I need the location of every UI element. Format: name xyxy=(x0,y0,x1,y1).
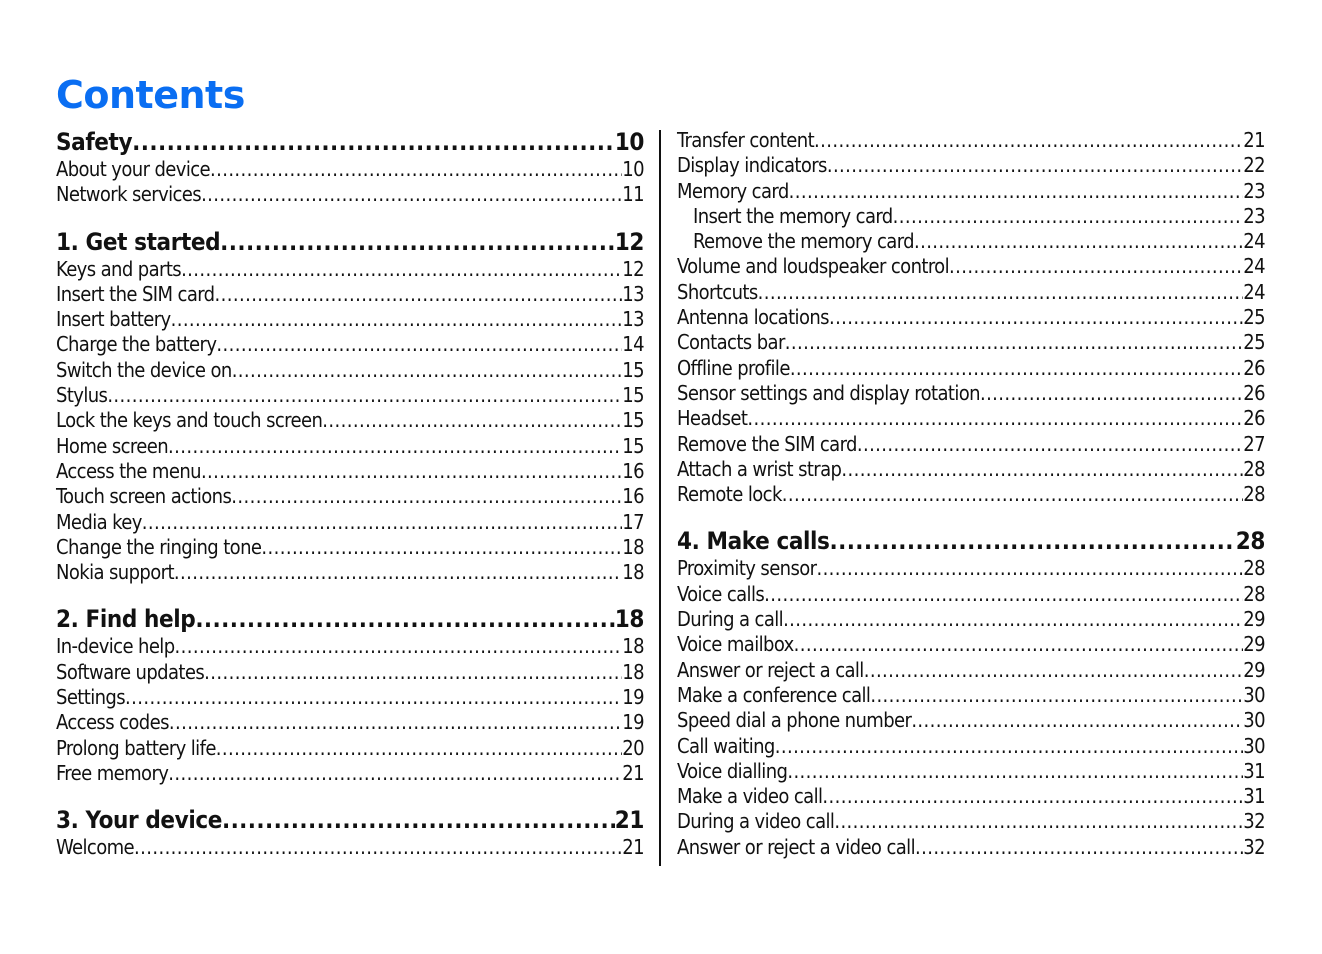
dot-leader xyxy=(980,381,1243,406)
toc-entry[interactable] xyxy=(56,307,644,332)
toc-entry[interactable] xyxy=(677,406,1265,431)
toc-page-number: 16 xyxy=(622,484,644,509)
dot-leader xyxy=(814,128,1243,153)
dot-leader xyxy=(195,605,614,634)
toc-entry[interactable] xyxy=(677,128,1265,153)
toc-entry-title: Nokia support xyxy=(56,560,174,585)
toc-subentry[interactable] xyxy=(677,204,1265,229)
toc-page-number: 11 xyxy=(622,182,644,207)
toc-section-heading[interactable] xyxy=(56,228,644,257)
dot-leader xyxy=(841,457,1243,482)
toc-entry[interactable] xyxy=(677,381,1265,406)
toc-page-number: 10 xyxy=(622,157,644,181)
toc-entry[interactable] xyxy=(56,332,644,357)
toc-entry-title: Sensor settings and display rotation xyxy=(677,380,980,405)
toc-entry[interactable] xyxy=(56,383,644,408)
dot-leader xyxy=(201,182,622,207)
toc-entry[interactable] xyxy=(677,280,1265,305)
toc-entry[interactable] xyxy=(56,634,644,659)
toc-entry-title: Stylus xyxy=(56,383,108,408)
toc-entry-title: Call waiting xyxy=(677,733,775,758)
toc-entry[interactable] xyxy=(677,179,1265,204)
toc-entry-title: Transfer content xyxy=(677,128,815,152)
dot-leader xyxy=(232,358,623,383)
dot-leader xyxy=(169,710,622,735)
toc-entry-title: Keys and parts xyxy=(56,256,182,281)
toc-entry-title: 2. Find help xyxy=(56,605,196,634)
dot-leader xyxy=(787,759,1243,784)
toc-page-number: 25 xyxy=(1243,330,1265,355)
toc-entry-title: Lock the keys and touch screen xyxy=(56,408,323,433)
dot-leader xyxy=(216,332,622,357)
toc-entry-title: Network services xyxy=(56,182,202,207)
toc-entry-title: Make a video call xyxy=(677,784,823,809)
dot-leader xyxy=(785,330,1244,355)
dot-leader xyxy=(132,128,615,157)
toc-entry[interactable] xyxy=(677,432,1265,457)
toc-page-number: 24 xyxy=(1243,279,1265,304)
dot-leader xyxy=(171,307,623,332)
toc-page-number: 20 xyxy=(622,735,644,760)
toc-page-number: 15 xyxy=(622,383,644,408)
toc-entry[interactable] xyxy=(677,582,1265,607)
toc-entry[interactable] xyxy=(56,182,644,207)
toc-page-number: 30 xyxy=(1243,733,1265,758)
toc-page-number: 21 xyxy=(614,806,644,835)
dot-leader xyxy=(857,432,1243,457)
toc-page-number: 26 xyxy=(1243,380,1265,405)
toc-page-number: 18 xyxy=(622,534,644,559)
toc-page-number: 10 xyxy=(614,128,644,156)
toc-entry-title: Voice mailbox xyxy=(677,632,794,657)
column-divider xyxy=(659,130,661,866)
toc-page-number: 29 xyxy=(1243,632,1265,657)
toc-entry[interactable] xyxy=(677,759,1265,784)
dot-leader xyxy=(864,658,1244,683)
dot-leader xyxy=(181,257,622,282)
dot-leader xyxy=(231,484,622,509)
toc-entry[interactable] xyxy=(677,254,1265,279)
toc-entry[interactable] xyxy=(677,607,1265,632)
toc-page-number: 12 xyxy=(622,256,644,281)
toc-page-number: 15 xyxy=(622,433,644,458)
toc-page-number: 28 xyxy=(1243,482,1265,507)
toc-page-number: 31 xyxy=(1243,784,1265,809)
toc-entry[interactable] xyxy=(677,809,1265,834)
toc-entry-title: Volume and loudspeaker control xyxy=(677,254,949,279)
toc-entry-title: Remove the SIM card xyxy=(677,431,857,456)
toc-entry-title: Insert the SIM card xyxy=(56,281,215,306)
dot-leader xyxy=(107,383,622,408)
toc-page-number: 18 xyxy=(622,634,644,659)
dot-leader xyxy=(911,708,1243,733)
dot-leader xyxy=(775,734,1244,759)
toc-entry[interactable] xyxy=(56,459,644,484)
toc-entry[interactable] xyxy=(56,484,644,509)
toc-page-number: 15 xyxy=(622,357,644,382)
toc-page-number: 24 xyxy=(1243,229,1265,254)
toc-entry-title: 3. Your device xyxy=(56,806,222,835)
toc-page-number: 28 xyxy=(1243,581,1265,606)
toc-entry-title: Proximity sensor xyxy=(677,556,817,581)
toc-page-number: 12 xyxy=(614,227,644,256)
toc-entry-title: Insert battery xyxy=(56,307,171,332)
toc-page-number: 28 xyxy=(1243,556,1265,581)
dot-leader xyxy=(829,305,1243,330)
toc-page-number: 29 xyxy=(1243,657,1265,682)
dot-leader xyxy=(175,634,623,659)
toc-page-number: 27 xyxy=(1243,431,1265,456)
toc-page-number: 26 xyxy=(1243,406,1265,431)
page-title: Contents xyxy=(56,73,245,117)
dot-leader xyxy=(215,282,623,307)
toc-entry-title: About your device xyxy=(56,157,210,181)
toc-entry-title: During a call xyxy=(677,607,784,632)
toc-entry-title: Contacts bar xyxy=(677,330,785,355)
dot-leader xyxy=(322,408,622,433)
toc-entry[interactable] xyxy=(56,535,644,560)
dot-leader xyxy=(914,229,1243,254)
toc-entry[interactable] xyxy=(677,734,1265,759)
toc-page-number: 29 xyxy=(1243,607,1265,632)
toc-page-number: 28 xyxy=(1235,527,1265,556)
toc-page-number: 31 xyxy=(1243,758,1265,783)
toc-entry[interactable] xyxy=(56,408,644,433)
toc-entry-title: Touch screen actions xyxy=(56,484,232,509)
toc-entry-title: Memory card xyxy=(677,178,789,203)
toc-entry-title: Welcome xyxy=(56,835,134,860)
toc-page-number: 28 xyxy=(1243,456,1265,481)
dot-leader xyxy=(764,582,1243,607)
dot-leader xyxy=(125,685,622,710)
toc-page-number: 23 xyxy=(1243,178,1265,203)
toc-entry[interactable] xyxy=(56,835,644,860)
toc-entry[interactable] xyxy=(677,457,1265,482)
toc-entry[interactable] xyxy=(56,510,644,535)
toc-entry[interactable] xyxy=(56,710,644,735)
toc-entry[interactable] xyxy=(677,153,1265,178)
toc-page-number: 26 xyxy=(1243,355,1265,380)
toc-entry[interactable] xyxy=(56,282,644,307)
dot-leader xyxy=(222,806,615,835)
toc-entry[interactable] xyxy=(677,632,1265,657)
toc-entry[interactable] xyxy=(677,683,1265,708)
dot-leader xyxy=(915,835,1243,860)
toc-entry-title: Media key xyxy=(56,509,142,534)
toc-entry-title: Answer or reject a call xyxy=(677,657,864,682)
toc-entry-title: Antenna locations xyxy=(677,305,829,330)
toc-entry-title: Safety xyxy=(56,128,133,156)
toc-entry[interactable] xyxy=(56,358,644,383)
toc-section-heading[interactable] xyxy=(56,128,644,157)
dot-leader xyxy=(783,607,1243,632)
dot-leader xyxy=(827,153,1243,178)
toc-page-number: 21 xyxy=(1243,128,1265,152)
toc-entry[interactable] xyxy=(677,708,1265,733)
toc-entry-title: Attach a wrist strap xyxy=(677,456,842,481)
toc-entry-title: Shortcuts xyxy=(677,279,758,304)
toc-entry-title: Home screen xyxy=(56,433,169,458)
toc-entry-title: Charge the battery xyxy=(56,332,217,357)
toc-entry-title: Free memory xyxy=(56,760,169,785)
toc-page-number: 30 xyxy=(1243,682,1265,707)
toc-entry-title: Voice calls xyxy=(677,581,765,606)
toc-entry[interactable] xyxy=(677,482,1265,507)
toc-entry-title: Access the menu xyxy=(56,458,201,483)
toc-entry-title: 1. Get started xyxy=(56,227,221,256)
toc-page-number: 22 xyxy=(1243,153,1265,178)
dot-leader xyxy=(893,204,1244,229)
toc-entry-title: Make a conference call xyxy=(677,682,871,707)
toc-entry-title: Software updates xyxy=(56,659,205,684)
dot-leader xyxy=(216,736,623,761)
dot-leader xyxy=(816,556,1243,581)
toc-entry[interactable] xyxy=(56,560,644,585)
toc-section-heading[interactable] xyxy=(677,527,1265,556)
toc-page-number: 14 xyxy=(622,332,644,357)
toc-page-number: 13 xyxy=(622,281,644,306)
toc-page-number: 18 xyxy=(622,560,644,585)
toc-entry[interactable] xyxy=(56,685,644,710)
toc-entry[interactable] xyxy=(677,356,1265,381)
toc-page-number: 13 xyxy=(622,307,644,332)
toc-entry[interactable] xyxy=(677,556,1265,581)
toc-column-right xyxy=(677,128,1265,860)
dot-leader xyxy=(204,660,622,685)
dot-leader xyxy=(829,527,1235,556)
toc-page-number: 19 xyxy=(622,685,644,710)
toc-column-left xyxy=(56,128,644,861)
dot-leader xyxy=(168,761,622,786)
toc-entry-title: Access codes xyxy=(56,710,169,735)
toc-entry-title: Speed dial a phone number xyxy=(677,708,912,733)
toc-entry-title: During a video call xyxy=(677,809,835,834)
dot-leader xyxy=(790,356,1243,381)
toc-entry-title: Prolong battery life xyxy=(56,735,216,760)
dot-leader xyxy=(789,179,1244,204)
toc-entry-title: Answer or reject a video call xyxy=(677,834,915,859)
toc-entry-title: Change the ringing tone xyxy=(56,534,262,559)
toc-entry-title: Remove the memory card xyxy=(693,229,914,254)
toc-page-number: 25 xyxy=(1243,305,1265,330)
toc-entry-title: Remote lock xyxy=(677,482,782,507)
toc-entry-title: Headset xyxy=(677,406,748,431)
toc-page-number: 19 xyxy=(622,710,644,735)
toc-entry-title: In-device help xyxy=(56,634,175,659)
toc-section-heading[interactable] xyxy=(56,806,644,835)
toc-entry-title: Voice dialling xyxy=(677,758,788,783)
toc-entry[interactable] xyxy=(56,736,644,761)
toc-page-number: 32 xyxy=(1243,834,1265,859)
toc-page-number: 21 xyxy=(622,760,644,785)
dot-leader xyxy=(134,835,622,860)
dot-leader xyxy=(210,157,622,182)
toc-entry[interactable] xyxy=(677,330,1265,355)
toc-page-number: 17 xyxy=(622,509,644,534)
toc-entry[interactable] xyxy=(56,660,644,685)
toc-page-number: 15 xyxy=(622,408,644,433)
toc-page-number: 32 xyxy=(1243,809,1265,834)
toc-page-number: 18 xyxy=(614,605,644,634)
dot-leader xyxy=(201,459,622,484)
toc-entry[interactable] xyxy=(677,305,1265,330)
toc-entry[interactable] xyxy=(677,835,1265,860)
dot-leader xyxy=(142,510,623,535)
dot-leader xyxy=(870,683,1243,708)
toc-entry-title: Insert the memory card xyxy=(693,203,893,228)
dot-leader xyxy=(794,632,1244,657)
dot-leader xyxy=(949,254,1243,279)
toc-section-heading[interactable] xyxy=(56,605,644,634)
dot-leader xyxy=(747,406,1243,431)
toc-entry[interactable] xyxy=(56,761,644,786)
toc-page-number: 21 xyxy=(622,835,644,860)
toc-page-number: 23 xyxy=(1243,203,1265,228)
toc-entry[interactable] xyxy=(56,257,644,282)
dot-leader xyxy=(174,560,622,585)
toc-entry[interactable] xyxy=(56,434,644,459)
toc-entry-title: Offline profile xyxy=(677,355,790,380)
toc-subentry[interactable] xyxy=(677,229,1265,254)
dot-leader xyxy=(758,280,1244,305)
toc-page-number: 16 xyxy=(622,458,644,483)
dot-leader xyxy=(168,434,622,459)
dot-leader xyxy=(782,482,1244,507)
dot-leader xyxy=(220,228,615,257)
dot-leader xyxy=(822,784,1243,809)
toc-entry[interactable] xyxy=(677,658,1265,683)
toc-entry-title: Settings xyxy=(56,685,126,710)
toc-entry[interactable] xyxy=(56,157,644,182)
toc-page-number: 30 xyxy=(1243,708,1265,733)
toc-page-number: 18 xyxy=(622,659,644,684)
toc-entry-title: 4. Make calls xyxy=(677,527,830,556)
toc-entry-title: Switch the device on xyxy=(56,357,232,382)
toc-entry[interactable] xyxy=(677,784,1265,809)
dot-leader xyxy=(834,809,1243,834)
toc-entry-title: Display indicators xyxy=(677,153,827,178)
toc-page-number: 24 xyxy=(1243,254,1265,279)
dot-leader xyxy=(261,535,622,560)
